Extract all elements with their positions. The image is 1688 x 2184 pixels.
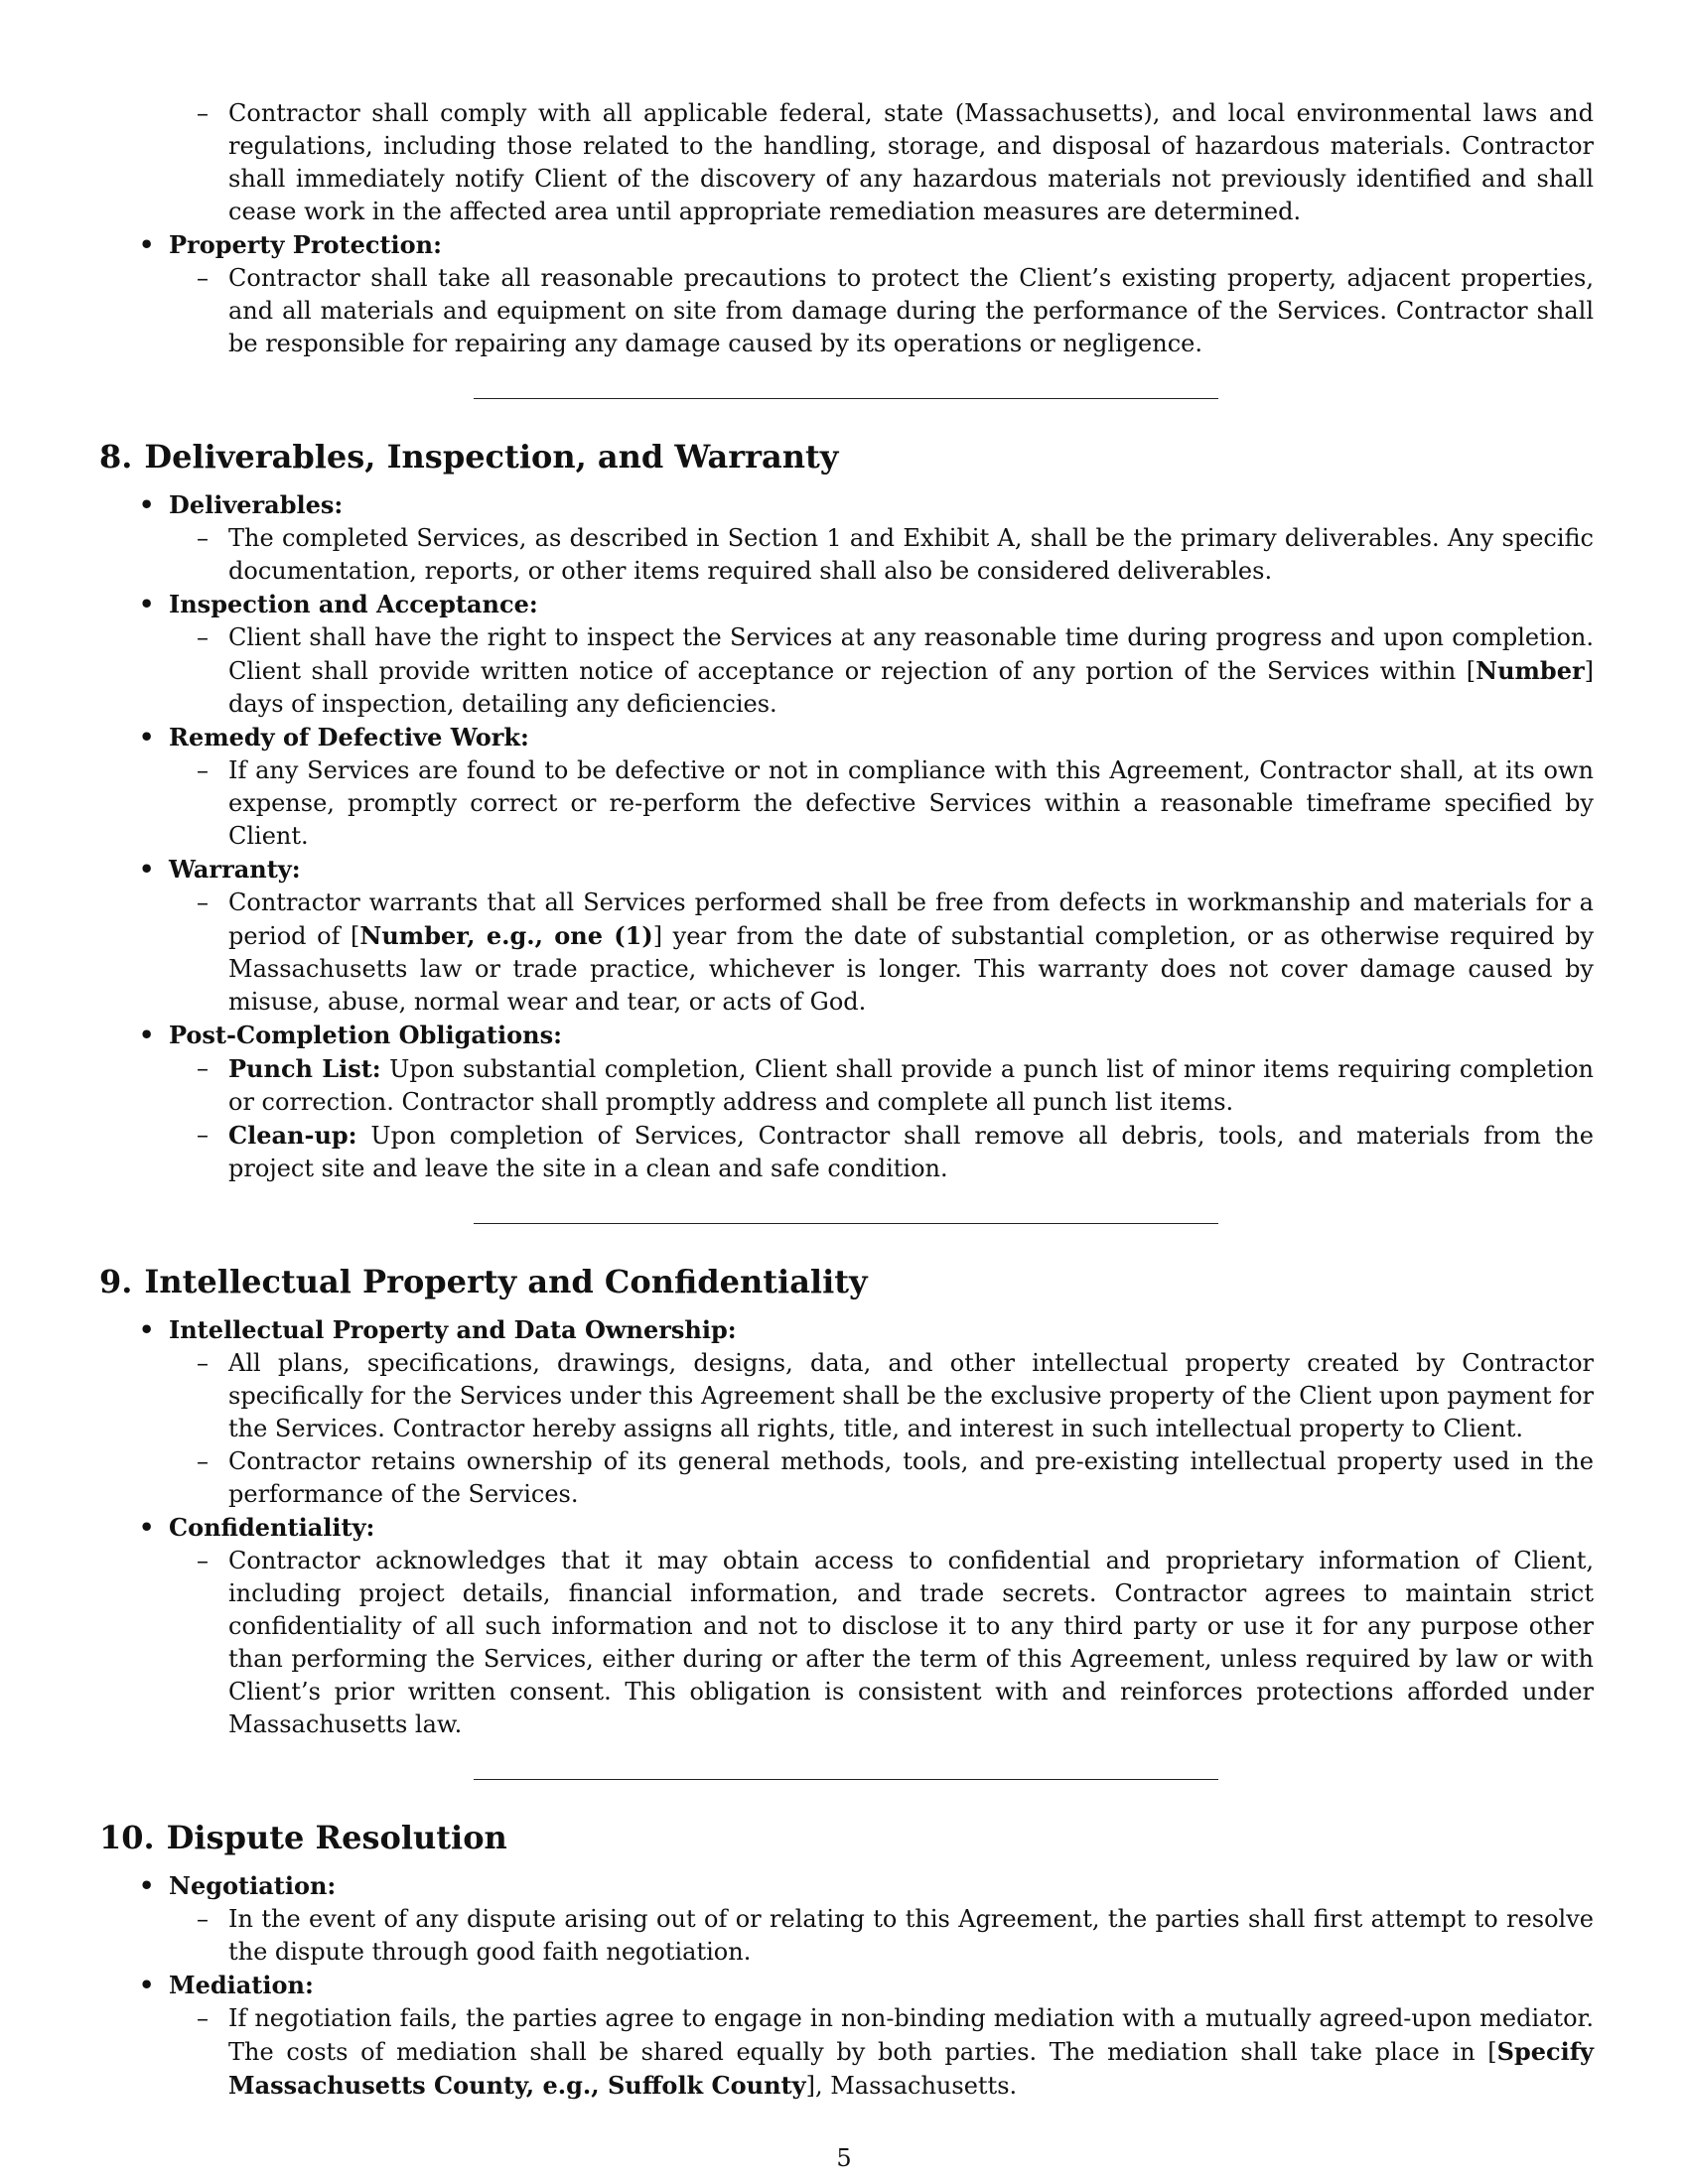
confidentiality-item bbox=[99, 1545, 1594, 1741]
remedy-text: If any Services are found to be defective or not in compliance with this Agreement, Contractor shall, at its own expense, promptly correct or re-perform the defective Services within a reasonable timeframe specified by Client. bbox=[228, 756, 1594, 850]
inspection-text-b: ] days of inspection, detailing any deficiencies. bbox=[228, 657, 1594, 718]
dash-marker: – bbox=[197, 1349, 209, 1377]
negotiation-text: In the event of any dispute arising out of or relating to this Agreement, the parties shall first attempt to resolve the dispute through good faith negotiation. bbox=[228, 1905, 1594, 1966]
dash-marker: – bbox=[197, 756, 209, 784]
dash-marker: – bbox=[197, 1447, 209, 1475]
property-protection-bullet bbox=[99, 228, 1594, 262]
inspection-bullet bbox=[99, 588, 1594, 621]
ip-item-2 bbox=[99, 1445, 1594, 1511]
ip-text-1: All plans, specifications, drawings, designs, data, and other intellectual property created by Contractor specifically for the Services under this Agreement shall be the exclusive property of the Client upon payment for the Services. Contractor hereby assigns all rights, title, and interest in such intellectual property to Client. bbox=[228, 1349, 1594, 1442]
punch-list-item bbox=[99, 1052, 1594, 1119]
warranty-label: Warranty: bbox=[169, 855, 301, 884]
dash-marker: – bbox=[197, 264, 209, 292]
section-divider bbox=[474, 398, 1218, 399]
section-title: Intellectual Property and Confidentiality bbox=[144, 1263, 868, 1300]
section-number: 10. bbox=[99, 1819, 155, 1856]
inspection-placeholder: Number bbox=[1476, 656, 1585, 685]
bullet-marker: • bbox=[139, 855, 155, 884]
deliverables-bullet bbox=[99, 488, 1594, 522]
dash-marker: – bbox=[197, 524, 209, 552]
mediation-text-a: If negotiation fails, the parties agree to engage in non-binding mediation with a mutually agreed-upon mediator. The costs of mediation shall be shared equally by both parties. The mediation shall take place in [ bbox=[228, 2004, 1594, 2066]
page-content bbox=[99, 97, 1594, 2103]
section-number: 8. bbox=[99, 438, 133, 476]
ip-bullet bbox=[99, 1313, 1594, 1347]
negotiation-item bbox=[99, 1903, 1594, 1969]
confidentiality-text: Contractor acknowledges that it may obtain access to confidential and proprietary information of Client, including project details, financial information, and trade secrets. Contractor agrees to maintain strict confidentiality of all such information and not to disclose it to any third party or use it for any purpose other than performing the Services, either during or after the term of this Agreement, unless required by law or with Client’s prior written consent. This obligation is consistent with and reinforces protections afforded under Massachusetts law. bbox=[228, 1547, 1594, 1738]
dash-marker: – bbox=[197, 2004, 209, 2032]
cleanup-text: Upon completion of Services, Contractor shall remove all debris, tools, and materials from the project site and leave the site in a clean and safe condition. bbox=[228, 1122, 1594, 1182]
bullet-marker: • bbox=[139, 230, 155, 259]
bullet-marker: • bbox=[139, 1871, 155, 1900]
mediation-item bbox=[99, 2002, 1594, 2103]
environmental-compliance-item bbox=[99, 97, 1594, 228]
dash-marker: – bbox=[197, 888, 209, 916]
mediation-placeholder: Specify Massachusetts County, e.g., Suffolk County bbox=[228, 2037, 1594, 2100]
remedy-item bbox=[99, 754, 1594, 853]
dash-marker: – bbox=[197, 99, 209, 127]
bullet-marker: • bbox=[139, 1971, 155, 1999]
section-title: Deliverables, Inspection, and Warranty bbox=[144, 438, 839, 476]
section-9-heading bbox=[99, 1262, 1594, 1301]
bullet-marker: • bbox=[139, 590, 155, 618]
property-protection-item bbox=[99, 262, 1594, 360]
remedy-bullet bbox=[99, 721, 1594, 754]
warranty-text-b: ] year from the date of substantial completion, or as otherwise required by Massachusetts law or trade practice, whichever is longer. This warranty does not cover damage caused by misuse, abuse, normal wear and tear, or acts of God. bbox=[228, 922, 1595, 1016]
section-divider bbox=[474, 1223, 1218, 1224]
warranty-placeholder: Number, e.g., one (1) bbox=[359, 921, 653, 950]
post-completion-label: Post-Completion Obligations: bbox=[169, 1021, 562, 1049]
warranty-item bbox=[99, 887, 1594, 1019]
section-number: 9. bbox=[99, 1263, 133, 1300]
dash-marker: – bbox=[197, 1547, 209, 1574]
ip-text-2: Contractor retains ownership of its general methods, tools, and pre-existing intellectual property used in the performance of the Services. bbox=[228, 1447, 1594, 1508]
inspection-text-a: Client shall have the right to inspect the Services at any reasonable time during progress and upon completion. Client shall provide written notice of acceptance or rejection of any portion of the Services within [ bbox=[228, 623, 1594, 685]
section-divider bbox=[474, 1779, 1218, 1780]
dash-marker: – bbox=[197, 623, 209, 651]
page-number: 5 bbox=[836, 2144, 852, 2172]
inspection-label: Inspection and Acceptance: bbox=[169, 590, 538, 618]
post-completion-bullet bbox=[99, 1019, 1594, 1052]
bullet-marker: • bbox=[139, 723, 155, 751]
ip-label: Intellectual Property and Data Ownership: bbox=[169, 1315, 737, 1344]
punch-list-text: Upon substantial completion, Client shall provide a punch list of minor items requiring completion or correction. Contractor shall promptly address and complete all punch list items. bbox=[228, 1055, 1594, 1116]
dash-marker: – bbox=[197, 1054, 209, 1082]
environmental-compliance-text: Contractor shall comply with all applicable federal, state (Massachusetts), and local environmental laws and regulations, including those related to the handling, storage, and disposal of hazardous materials. Contractor shall immediately notify Client of the discovery of any hazardous materials not previously identified and shall cease work in the affected area until appropriate remediation measures are determined. bbox=[228, 99, 1594, 225]
dash-marker: – bbox=[197, 1121, 209, 1149]
ip-item-1 bbox=[99, 1347, 1594, 1445]
property-protection-label: Property Protection: bbox=[169, 230, 442, 259]
section-10-heading bbox=[99, 1818, 1594, 1857]
negotiation-label: Negotiation: bbox=[169, 1871, 337, 1900]
mediation-bullet bbox=[99, 1969, 1594, 2002]
bullet-marker: • bbox=[139, 1021, 155, 1049]
property-protection-text: Contractor shall take all reasonable precautions to protect the Client’s existing property, adjacent properties, and all materials and equipment on site from damage during the performance of the Services. Contractor shall be responsible for repairing any damage caused by its operations or negligence. bbox=[228, 264, 1594, 357]
negotiation-bullet bbox=[99, 1869, 1594, 1903]
bullet-marker: • bbox=[139, 1315, 155, 1344]
deliverables-text: The completed Services, as described in Section 1 and Exhibit A, shall be the primary deliverables. Any specific documentation, reports, or other items required shall also be considered deliverables. bbox=[228, 524, 1594, 585]
punch-list-lead: Punch List: bbox=[228, 1054, 381, 1083]
bullet-marker: • bbox=[139, 1513, 155, 1542]
bullet-marker: • bbox=[139, 490, 155, 519]
dash-marker: – bbox=[197, 1905, 209, 1933]
deliverables-item bbox=[99, 522, 1594, 588]
warranty-text-a: Contractor warrants that all Services performed shall be free from defects in workmanship and materials for a period of [ bbox=[228, 888, 1594, 950]
inspection-item bbox=[99, 621, 1594, 721]
warranty-bullet bbox=[99, 853, 1594, 887]
section-title: Dispute Resolution bbox=[166, 1819, 507, 1856]
remedy-label: Remedy of Defective Work: bbox=[169, 723, 529, 751]
mediation-text-b: ], Massachusetts. bbox=[805, 2072, 1018, 2100]
mediation-label: Mediation: bbox=[169, 1971, 314, 1999]
cleanup-lead: Clean-up: bbox=[228, 1121, 357, 1150]
cleanup-item bbox=[99, 1119, 1594, 1185]
confidentiality-bullet bbox=[99, 1511, 1594, 1545]
section-8-heading bbox=[99, 437, 1594, 477]
deliverables-label: Deliverables: bbox=[169, 490, 344, 519]
confidentiality-label: Confidentiality: bbox=[169, 1513, 375, 1542]
